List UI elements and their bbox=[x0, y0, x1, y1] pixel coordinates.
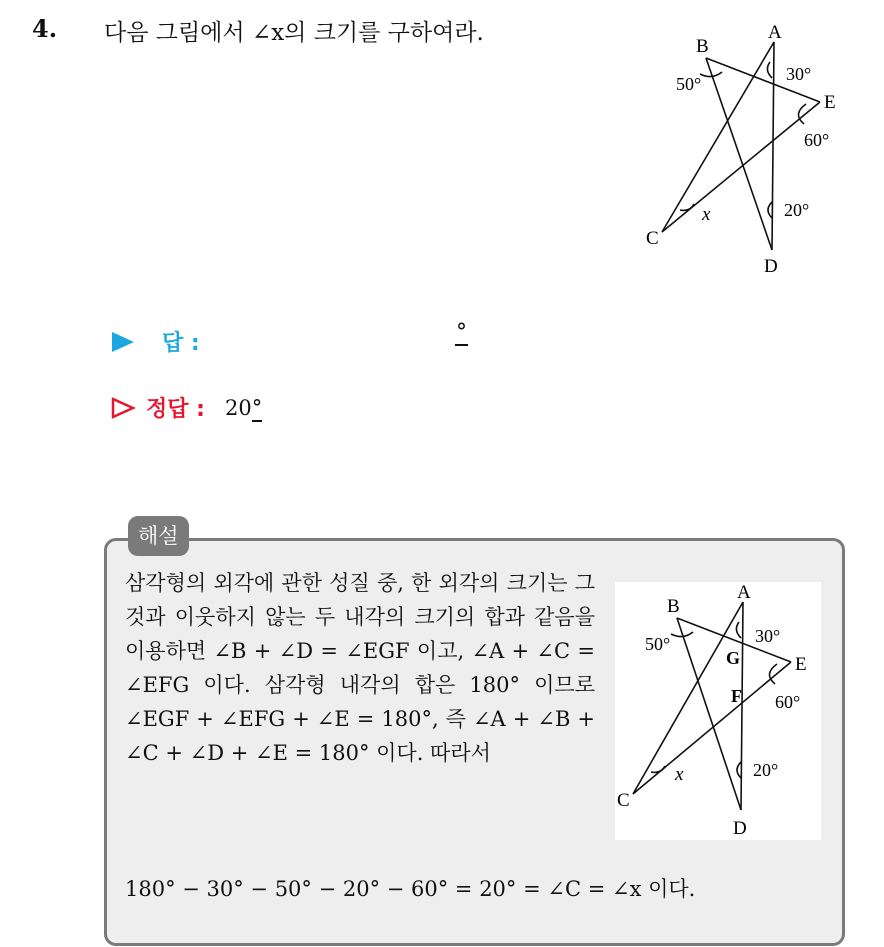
label-A: A bbox=[768, 22, 782, 43]
explanation-tag: 해설 bbox=[128, 516, 189, 556]
angle-label-x: x bbox=[675, 764, 684, 785]
answer-label: 답 : bbox=[162, 331, 200, 356]
angle-label-50: 50° bbox=[645, 634, 671, 654]
label-C: C bbox=[646, 228, 659, 249]
angle-label-20: 20° bbox=[784, 200, 810, 220]
answer-blank[interactable]: ° bbox=[456, 320, 467, 345]
angle-label-20: 20° bbox=[753, 760, 779, 780]
correct-value-number: 20 bbox=[224, 395, 252, 420]
label-D: D bbox=[764, 256, 778, 277]
label-D: D bbox=[733, 818, 747, 839]
angle-label-30: 30° bbox=[755, 626, 781, 646]
label-B: B bbox=[696, 36, 709, 57]
angle-label-60: 60° bbox=[804, 130, 830, 150]
segment-AD bbox=[772, 42, 774, 250]
angle-label-x: x bbox=[702, 204, 711, 225]
segment-BD bbox=[706, 58, 772, 250]
answer-row bbox=[110, 326, 200, 357]
star-figure bbox=[640, 22, 850, 277]
angle-arc-C bbox=[680, 204, 694, 210]
angle-label-30: 30° bbox=[786, 64, 812, 84]
angle-arc-A bbox=[767, 62, 772, 78]
question-text: 다음 그림에서 ∠x의 크기를 구하여라. bbox=[104, 20, 484, 46]
correct-answer-row bbox=[110, 392, 262, 423]
label-C: C bbox=[617, 790, 630, 811]
label-F: F bbox=[731, 686, 742, 706]
question-number: 4. bbox=[32, 14, 58, 43]
label-E: E bbox=[824, 92, 836, 113]
explanation-conclusion: 180° − 30° − 50° − 20° − 60° = 20° = ∠C = ∠x 이다. bbox=[125, 877, 696, 901]
correct-answer-value bbox=[225, 396, 262, 420]
play-outline-icon bbox=[110, 396, 136, 420]
correct-value-unit: ° bbox=[251, 395, 263, 420]
star-figure-annotated bbox=[615, 582, 821, 840]
correct-answer-label: 정답 : bbox=[146, 397, 205, 422]
explanation-text: 삼각형의 외각에 관한 성질 중, 한 외각의 크기는 그것과 이웃하지 않는 두 내각의 크기의 합과 같음을 이용하면 ∠B + ∠D = ∠EGF 이고, ∠A + ∠C = ∠EFG 이다. 삼각형 내각의 합은 180° 이므로 ∠EGF + ∠EFG + ∠E = 180°, 즉 ∠A + ∠B + ∠C + ∠D + ∠E = 180° 이다. 따라서 bbox=[125, 571, 595, 765]
angle-arc-D bbox=[768, 202, 772, 218]
segment-AC bbox=[662, 42, 774, 232]
angle-label-50: 50° bbox=[676, 74, 702, 94]
label-G: G bbox=[726, 648, 741, 668]
label-A: A bbox=[737, 582, 751, 603]
play-icon bbox=[110, 330, 136, 354]
angle-label-60: 60° bbox=[775, 692, 801, 712]
label-E: E bbox=[795, 654, 807, 675]
label-B: B bbox=[667, 596, 680, 617]
